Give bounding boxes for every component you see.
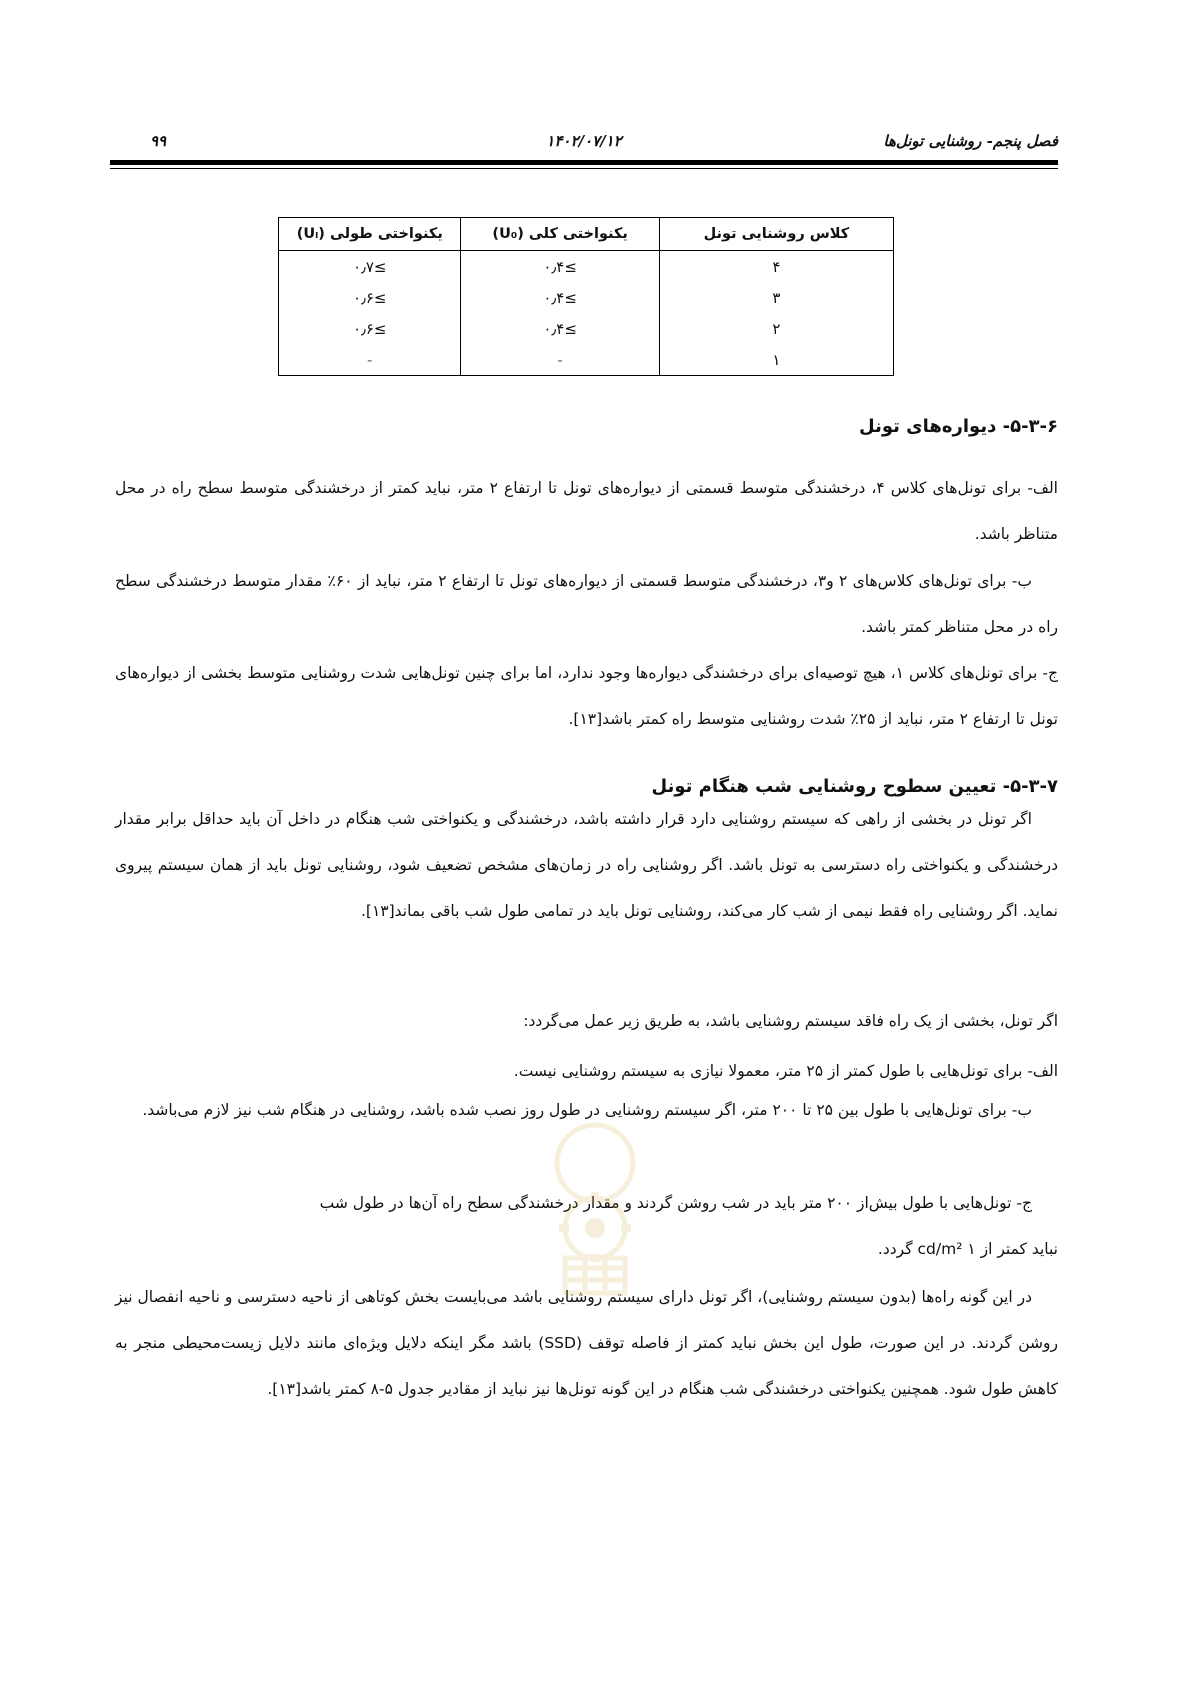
paragraph-night-je-line2: نباید کمتر از ۱ cd/m² گردد. <box>877 1240 1058 1258</box>
table-row <box>279 251 894 283</box>
paragraph-walls-je: ج- برای تونل‌های کلاس ۱، هیچ توصیه‌ای برای درخشندگی دیواره‌ها وجود ندارد، اما برای چنین تونل‌هایی شدت روشنایی متوسط بخشی از دیواره‌های تونل تا ارتفاع ۲ متر، نباید از ۲۵٪ شدت روشنایی متوسط راه کمتر باشد[۱۳]. <box>115 664 1058 728</box>
cell-overall: ≥۰٫۴ <box>461 282 659 313</box>
chapter-title: فصل پنجم- روشنایی تونل‌ها <box>883 132 1058 150</box>
cell-class: ۳ <box>659 282 893 313</box>
header-rule-thin <box>110 168 1058 169</box>
paragraph-walls-be: ب- برای تونل‌های کلاس‌های ۲ و۳، درخشندگی متوسط قسمتی از دیواره‌های تونل تا ارتفاع ۲ متر، نباید از ۶۰٪ مقدار متوسط درخشندگی سطح راه در محل متناظر کمتر باشد. <box>115 572 1058 636</box>
paragraph-night-final: در این گونه راه‌ها (بدون سیستم روشنایی)، اگر تونل دارای سیستم روشنایی باشد می‌بایست بخش کوتاهی از ناحیه دسترسی و ناحیه انفصال نیز روشن گردند. در این صورت، طول این بخش نباید کمتر از فاصله توقف (SSD) باشد مگر اینکه دلایل ویژه‌ای مانند دلایل زیست‌محیطی منجر به کاهش طول شود. همچنین یکنواختی درخشندگی شب هنگام در این گونه تونل‌ها نیز نباید از مقادیر جدول ۵-۸ کمتر باشد[۱۳]. <box>115 1288 1058 1398</box>
cell-overall: ≥۰٫۴ <box>461 313 659 344</box>
section-heading-tunnel-walls: ۵-۳-۶- دیواره‌های تونل <box>859 416 1058 437</box>
page-header <box>110 128 1058 154</box>
header-rule-thick <box>110 160 1058 165</box>
cell-overall: ≥۰٫۴ <box>461 251 659 283</box>
cell-longitudinal: - <box>279 344 461 376</box>
cell-longitudinal: ≥۰٫۶ <box>279 282 461 313</box>
table-row <box>279 313 894 344</box>
paragraph-night-be: ب- برای تونل‌هایی با طول بین ۲۵ تا ۲۰۰ متر، اگر سیستم روشنایی در طول روز نصب شده باشد، روشنایی در هنگام شب نیز لازم می‌باشد. <box>142 1101 1032 1119</box>
paragraph-night-alef: الف- برای تونل‌هایی با طول کمتر از ۲۵ متر، معمولا نیازی به سیستم روشنایی نیست. <box>513 1062 1058 1080</box>
paragraph-walls-alef: الف- برای تونل‌های کلاس ۴، درخشندگی متوسط قسمتی از دیواره‌های تونل تا ارتفاع ۲ متر، نباید کمتر از درخشندگی متوسط سطح راه در محل متناظر باشد. <box>115 479 1058 543</box>
col-header-overall: یکنواختی کلی (U₀) <box>461 218 659 251</box>
col-header-longitudinal: یکنواختی طولی (Uₗ) <box>279 218 461 251</box>
page-number: ۹۹ <box>150 132 167 150</box>
table-row <box>279 282 894 313</box>
uniformity-table <box>278 217 894 376</box>
uniformity-table-grid <box>278 217 894 376</box>
cell-overall: - <box>461 344 659 376</box>
cell-class: ۴ <box>659 251 893 283</box>
table-row <box>279 344 894 376</box>
col-header-class: کلاس روشنایی تونل <box>659 218 893 251</box>
table-header-row <box>279 218 894 251</box>
paragraph-night-je-line1: ج- تونل‌هایی با طول بیش‌از ۲۰۰ متر باید در شب روشن گردند و مقدار درخشندگی سطح راه آن‌ها در طول شب <box>319 1194 1032 1212</box>
header-date: ۱۴۰۲/۰۷/۱۲ <box>546 132 622 150</box>
paragraph-night-condition: اگر تونل، بخشی از یک راه فاقد سیستم روشنایی باشد، به طریق زیر عمل می‌گردد: <box>523 1012 1058 1030</box>
cell-longitudinal: ≥۰٫۷ <box>279 251 461 283</box>
paragraph-night-intro: اگر تونل در بخشی از راهی که سیستم روشنایی دارد قرار داشته باشد، درخشندگی و یکنواختی شب هنگام در داخل آن باید حداقل برابر مقدار درخشندگی و یکنواختی راه دسترسی به تونل باشد. اگر روشنایی راه در زمان‌های مشخص تضعیف شود، روشنایی تونل باید از همان سیستم پیروی نماید. اگر روشنایی راه فقط نیمی از شب کار می‌کند، روشنایی تونل باید در تمامی طول شب باقی بماند[۱۳]. <box>115 810 1058 920</box>
cell-class: ۲ <box>659 313 893 344</box>
section-heading-night-lighting: ۵-۳-۷- تعیین سطوح روشنایی شب هنگام تونل <box>651 776 1058 797</box>
paragraph-night-je <box>115 1180 1058 1272</box>
cell-longitudinal: ≥۰٫۶ <box>279 313 461 344</box>
cell-class: ۱ <box>659 344 893 376</box>
